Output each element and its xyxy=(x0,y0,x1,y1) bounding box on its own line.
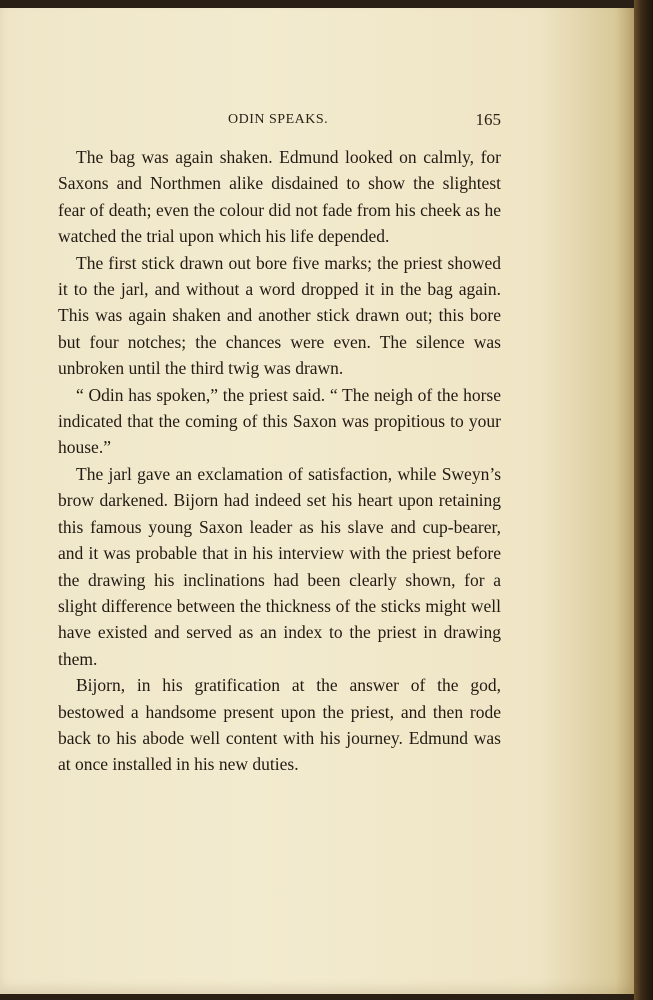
paragraph-3: “ Odin has spoken,” the priest said. “ The neigh of the horse indicated that the coming of this Saxon was propitious to your house.” xyxy=(58,384,501,458)
book-page xyxy=(0,8,634,994)
page-number: 165 xyxy=(475,110,501,129)
paragraph-4: The jarl gave an exclamation of satisfaction, while Sweyn’s brow darkened. Bijorn had indeed set his heart upon retaining this famous young Saxon leader as his slave and cup-bearer, and it was probable that in his interview with the priest before the drawing his inclinations had been clearly shown, for a slight difference between the thickness of the sticks might well have existed and served as an index to the priest in drawing them. xyxy=(58,463,501,669)
paragraph-5: Bijorn, in his gratification at the answer of the god, bestowed a handsome present upon the priest, and then rode back to his abode well content with his journey. Edmund was at once installed in his new duties. xyxy=(58,675,501,775)
paragraph-2: The first stick drawn out bore five marks; the priest showed it to the jarl, and without a word dropped it in the bag again. This was again shaken and another stick drawn out; this bore but four notches; the chances were even. The silence was unbroken until the third twig was drawn. xyxy=(58,252,501,379)
running-title: ODIN SPEAKS. xyxy=(228,112,329,127)
page-header xyxy=(58,112,501,132)
book-spine xyxy=(634,0,653,1000)
body-text xyxy=(58,144,501,778)
paragraph-1: The bag was again shaken. Edmund looked on calmly, for Saxons and Northmen alike disdained to show the slightest fear of death; even the colour did not fade from his cheek as he watched the trial upon which his life depended. xyxy=(58,147,501,247)
